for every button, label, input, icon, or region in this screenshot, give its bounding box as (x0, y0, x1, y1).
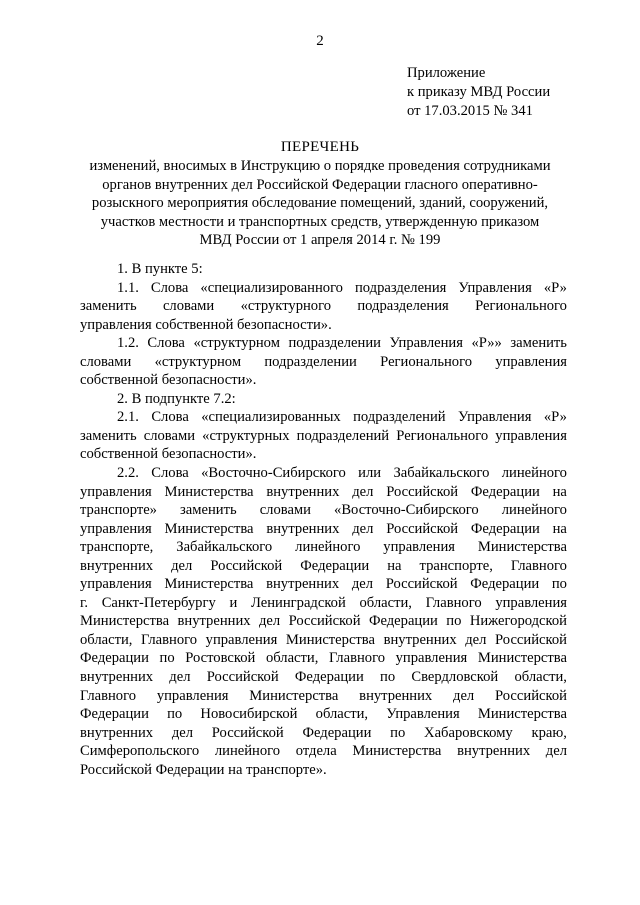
body-word: «Р»» (471, 335, 502, 352)
body-word: Министерства (80, 613, 170, 630)
body-word: дел (258, 613, 281, 630)
body-word: Ленинградской (250, 594, 346, 611)
body-word: транспорте, (419, 557, 493, 574)
body-word: по (159, 650, 175, 667)
body-line (80, 279, 567, 298)
subtitle-line: розыскного мероприятия обследование помещений, зданий, сооружений, (91, 195, 549, 211)
subtitle-line: органов внутренних дел Российской Федерации гласного оперативно- (102, 176, 538, 193)
body-line: Российской Федерации на транспорте». (80, 761, 327, 778)
body-word: Санкт-Петербургу (101, 594, 216, 611)
body-word: управления (80, 520, 152, 537)
body-word: области, (359, 594, 412, 611)
body-word: области, (315, 706, 369, 723)
body-word: Министерства (477, 650, 567, 667)
body-word: Федерации (368, 613, 438, 630)
body-word: Министерства (164, 483, 254, 500)
body-word: Министерства (477, 539, 567, 556)
body-word: Министерства (249, 687, 339, 704)
body-word: на (552, 483, 567, 500)
body-word: области, (80, 631, 133, 648)
document-body (80, 260, 567, 779)
body-line (80, 594, 567, 613)
body-line (80, 742, 567, 761)
body-word: дел (465, 631, 487, 648)
body-word: транспорте» (80, 502, 157, 519)
body-word: управления (205, 631, 278, 648)
body-word: Федерации (302, 724, 372, 741)
body-word: управления (383, 539, 455, 556)
body-word: Управления (458, 279, 532, 296)
body-word: Российской (386, 520, 459, 537)
body-word: транспорте, (80, 539, 154, 556)
body-word: внутренних (359, 687, 433, 704)
body-word: словами (80, 353, 132, 370)
body-word: управления (80, 576, 152, 593)
body-word: заменить (180, 502, 237, 519)
body-word: области, (514, 669, 567, 686)
body-line (80, 297, 567, 316)
body-line (80, 649, 567, 668)
body-word: Министерства (285, 631, 375, 648)
body-line (80, 724, 567, 743)
body-word: линейного (501, 502, 567, 519)
body-word: словами (143, 427, 196, 444)
body-word: «специализированного (200, 279, 343, 296)
body-line (80, 575, 567, 594)
body-line: 1. В пункте 5: (117, 261, 203, 277)
body-word: Федерации (470, 483, 540, 500)
body-word: Забайкальского (393, 465, 490, 482)
body-line (80, 353, 567, 372)
appendix-line: Приложение (407, 65, 486, 81)
body-line: управления собственной безопасности». (80, 316, 332, 333)
body-line (80, 520, 567, 539)
body-word: 2.1. (117, 409, 139, 426)
body-word: внутренних (80, 669, 154, 686)
body-word: Федерации (300, 557, 370, 574)
body-word: Управления (389, 335, 463, 352)
body-word: Новосибирской (200, 706, 298, 723)
body-word: управления (495, 594, 567, 611)
body-word: внутренних (457, 743, 531, 760)
body-line (80, 464, 567, 483)
body-word: по (167, 706, 183, 723)
body-word: 1.2. (117, 335, 139, 352)
body-word: Министерства (164, 576, 254, 593)
body-word: краю, (531, 724, 567, 741)
body-word: Управления (386, 706, 460, 723)
body-word: подразделений (353, 409, 446, 426)
body-line (80, 501, 567, 520)
body-word: внутренних (266, 520, 340, 537)
body-word: Министерства (477, 706, 567, 723)
body-line: собственной безопасности». (80, 372, 257, 389)
body-word: Министерства (352, 743, 442, 760)
body-word: Главного (80, 687, 137, 704)
document-subtitle (60, 157, 580, 250)
body-word: управления (80, 483, 152, 500)
body-word: Российской (386, 483, 459, 500)
body-word: «структурном (154, 353, 242, 370)
body-word: «Восточно-Сибирского (334, 502, 479, 519)
body-line (80, 483, 567, 502)
body-word: дел (352, 483, 374, 500)
body-word: г. (80, 594, 88, 611)
body-word: линейного (295, 539, 361, 556)
body-line (80, 427, 567, 446)
body-line (80, 557, 567, 576)
body-word: области, (265, 650, 319, 667)
body-word: заменить (80, 298, 137, 315)
body-word: Российской (385, 576, 458, 593)
body-word: Министерства (164, 520, 254, 537)
body-word: по (380, 669, 396, 686)
body-word: Российской (288, 613, 361, 630)
body-word: Главного (328, 650, 385, 667)
body-word: Главного (425, 594, 482, 611)
body-word: линейного (501, 465, 567, 482)
body-word: отдела (295, 743, 337, 760)
body-word: управления (395, 650, 468, 667)
body-word: Свердловской (411, 669, 499, 686)
body-word: Федерации (294, 669, 364, 686)
body-word: Слова (147, 335, 185, 352)
body-word: Федерации (470, 576, 540, 593)
body-word: Хабаровскому (424, 724, 513, 741)
body-word: Главного (141, 631, 198, 648)
body-word: Слова (150, 279, 189, 296)
body-word: внутренних (177, 613, 251, 630)
body-word: Федерации (80, 650, 149, 667)
body-word: «структурном (193, 335, 280, 352)
body-line (80, 334, 567, 353)
body-word: Слова (151, 409, 189, 426)
document-title-block (60, 138, 580, 250)
body-word: внутренних (266, 576, 340, 593)
body-word: Ростовской (185, 650, 256, 667)
body-word: по (551, 576, 567, 593)
body-line (80, 612, 567, 631)
body-word: на (387, 557, 402, 574)
body-word: и (229, 594, 238, 611)
body-word: Нижегородской (469, 613, 567, 630)
body-word: Федерации (80, 706, 149, 723)
body-word: «Р» (543, 409, 567, 426)
body-word: Российской (211, 724, 284, 741)
body-word: дел (453, 687, 475, 704)
body-word: 1.1. (117, 279, 139, 296)
body-word: словами (259, 502, 311, 519)
body-word: на (552, 520, 567, 537)
subtitle-line: изменений, вносимых в Инструкцию о порядке проведения сотрудниками (89, 158, 551, 174)
body-line (80, 408, 567, 427)
body-word: управления (156, 687, 229, 704)
appendix-line: от 17.03.2015 № 341 (407, 103, 533, 119)
body-line (80, 687, 567, 706)
body-word: внутренних (80, 557, 154, 574)
appendix-header (407, 64, 550, 121)
body-word: подразделений (296, 427, 390, 444)
body-line (80, 538, 567, 557)
body-word: дел (352, 520, 374, 537)
body-word: Федерации (470, 520, 540, 537)
page-number: 2 (316, 33, 324, 49)
body-word: словами (162, 298, 215, 315)
appendix-line: к приказу МВД России (407, 84, 551, 100)
body-line: 2. В подпункте 7.2: (117, 390, 236, 407)
body-word: Российской (495, 631, 567, 648)
body-word: «Р» (543, 279, 567, 296)
body-word: дел (351, 576, 374, 593)
body-word: Слова (151, 465, 189, 482)
body-word: дел (171, 557, 193, 574)
body-word: дел (171, 724, 194, 741)
body-word: Забайкальского (176, 539, 273, 556)
body-word: по (446, 613, 462, 630)
body-word: управления (495, 427, 567, 444)
body-word: управления (495, 353, 567, 370)
body-word: Российской (495, 687, 567, 704)
body-word: или (358, 465, 382, 482)
body-word: Управления (458, 409, 532, 426)
body-word: 2.2. (117, 465, 139, 482)
body-line: собственной безопасности». (80, 446, 257, 463)
body-word: «Восточно-Сибирского (201, 465, 346, 482)
body-word: «специализированных (201, 409, 341, 426)
body-word: Главного (510, 557, 567, 574)
body-word: Регионального (396, 427, 489, 444)
body-word: подразделении (264, 353, 357, 370)
body-word: дел (169, 669, 191, 686)
body-word: по (390, 724, 406, 741)
body-word: подразделения (355, 279, 447, 296)
body-word: линейного (214, 743, 281, 760)
body-word: внутренних (266, 483, 340, 500)
body-word: заменить (80, 427, 137, 444)
body-line (80, 705, 567, 724)
body-word: подразделении (288, 335, 381, 352)
subtitle-line: МВД России от 1 апреля 2014 г. № 199 (199, 232, 441, 248)
body-word: «структурного (240, 298, 332, 315)
document-title: ПЕРЕЧЕНЬ (280, 139, 360, 155)
body-word: Российской (206, 669, 279, 686)
body-word: подразделения (357, 298, 449, 315)
body-word: «структурных (202, 427, 290, 444)
body-word: Регионального (380, 353, 473, 370)
body-word: внутренних (383, 631, 457, 648)
body-line (80, 631, 567, 650)
body-word: Регионального (475, 298, 567, 315)
body-word: Симферопольского (80, 743, 200, 760)
subtitle-line: участков местности и транспортных средств, утвержденную приказом (100, 213, 540, 230)
body-word: заменить (510, 335, 567, 352)
body-word: дел (545, 743, 567, 760)
body-word: внутренних (80, 724, 154, 741)
body-word: Российской (210, 557, 283, 574)
body-line (80, 668, 567, 687)
